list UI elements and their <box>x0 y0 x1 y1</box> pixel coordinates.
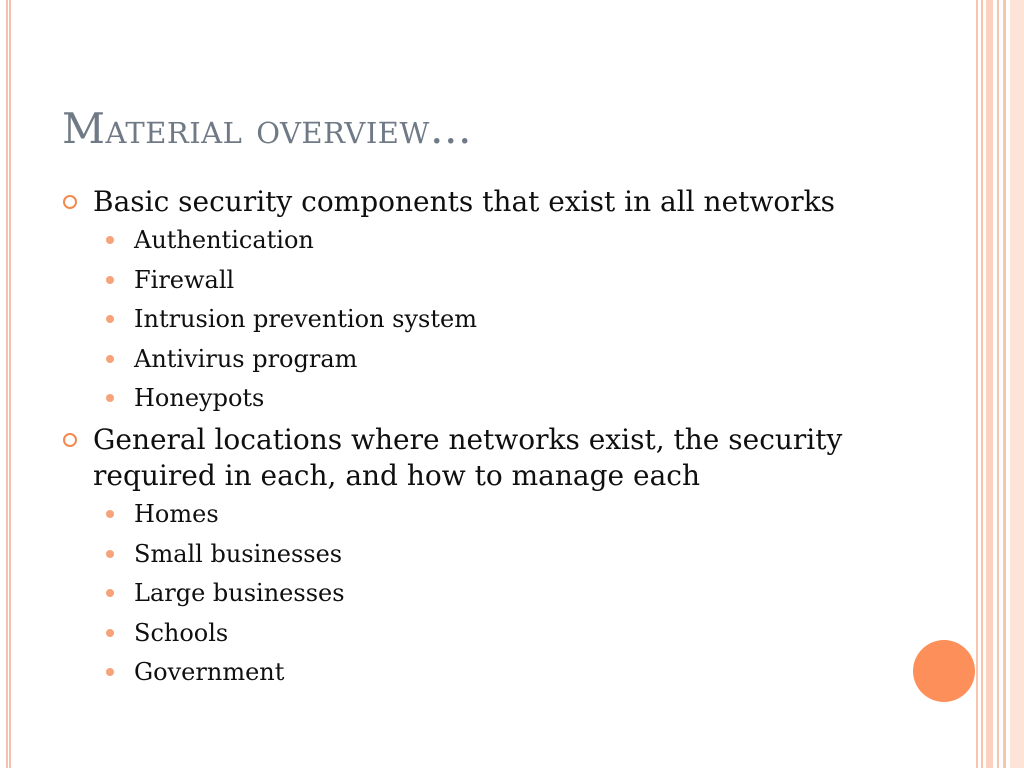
dot-bullet-icon <box>106 510 114 518</box>
ring-bullet-icon <box>63 195 77 209</box>
list-item <box>62 264 862 296</box>
list-item-label: Schools <box>134 618 229 647</box>
list-item <box>62 382 862 414</box>
stripe <box>1010 0 1024 768</box>
ring-bullet-icon <box>63 433 77 447</box>
list-item-label: Small businesses <box>134 539 343 568</box>
stripe <box>976 0 978 768</box>
list-item-label: Authentication <box>134 226 314 254</box>
bullet-basic-security <box>62 184 862 220</box>
list-item <box>62 617 862 649</box>
right-stripe-decoration <box>976 0 1024 768</box>
stripe <box>986 0 993 768</box>
dot-bullet-icon <box>106 236 114 244</box>
stripe <box>981 0 983 768</box>
dot-bullet-icon <box>106 276 114 284</box>
list-item <box>62 498 862 530</box>
list-item <box>62 224 862 256</box>
slide-title: Material overview… <box>62 104 473 153</box>
list-item-label: Antivirus program <box>134 344 358 373</box>
list-item-label: Large businesses <box>134 579 345 608</box>
list-item <box>62 538 862 570</box>
list-item-label: Firewall <box>134 265 235 294</box>
dot-bullet-icon <box>106 589 114 597</box>
bullet-general-locations <box>62 422 862 494</box>
slide-body <box>62 184 862 696</box>
accent-circle-decoration <box>913 640 975 702</box>
list-item <box>62 577 862 609</box>
list-item <box>62 303 862 335</box>
dot-bullet-icon <box>106 629 114 637</box>
dot-bullet-icon <box>106 394 114 402</box>
stripe <box>1003 0 1006 768</box>
sub-list-locations <box>62 498 862 688</box>
stripe <box>997 0 999 768</box>
list-item-label: Honeypots <box>134 384 265 413</box>
list-item <box>62 656 862 688</box>
dot-bullet-icon <box>106 550 114 558</box>
sub-list-components <box>62 224 862 414</box>
list-item <box>62 343 862 375</box>
dot-bullet-icon <box>106 315 114 323</box>
dot-bullet-icon <box>106 355 114 363</box>
left-border-decoration <box>0 0 11 768</box>
bullet-text: General locations where networks exist, the security required in each, and how to manage each <box>93 422 843 492</box>
list-item-label: Government <box>134 658 285 687</box>
dot-bullet-icon <box>106 668 114 676</box>
bullet-text: Basic security components that exist in all networks <box>93 185 835 218</box>
list-item-label: Homes <box>134 499 219 528</box>
list-item-label: Intrusion prevention system <box>134 305 477 334</box>
